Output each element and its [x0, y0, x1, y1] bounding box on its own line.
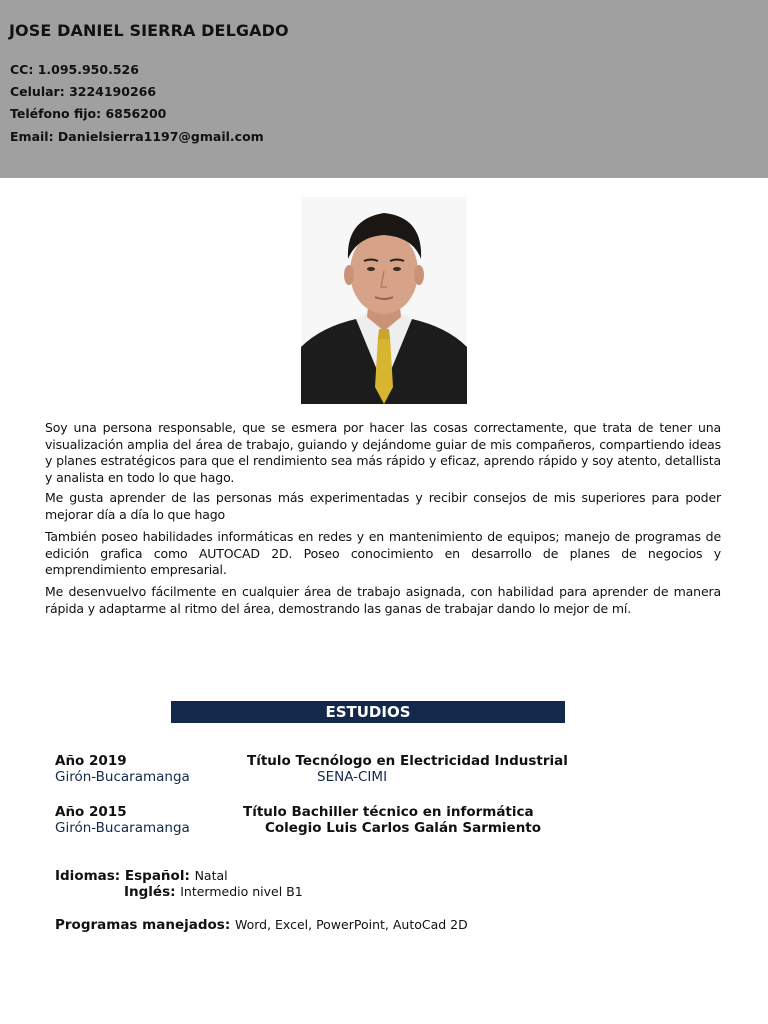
- profile-paragraph-2: Me gusta aprender de las personas más experimentadas y recibir consejos de mis superiores para poder mejorar día a día lo que hago: [45, 490, 721, 522]
- study-title-1: Título Tecnólogo en Electricidad Industrial: [247, 753, 568, 769]
- study-place-2: Girón-Bucaramanga: [55, 820, 190, 836]
- spanish-label: Español:: [124, 868, 190, 884]
- software-label: Programas manejados:: [55, 917, 231, 933]
- study-institution-2: Colegio Luis Carlos Galán Sarmiento: [265, 820, 542, 836]
- profile-paragraph-3: También poseo habilidades informáticas en redes y en mantenimiento de equipos; manejo de programas de edición grafica como AUTOCAD 2D. Poseo conocimiento en desarrollo de planes de negocios y emprendimiento empresarial.: [45, 529, 721, 577]
- landline-phone: Teléfono fijo: 6856200: [10, 106, 167, 121]
- study-year-1: Año 2019: [55, 753, 127, 769]
- software-row: [55, 917, 468, 933]
- candidate-name: JOSE DANIEL SIERRA DELGADO: [9, 21, 289, 40]
- id-number: CC: 1.095.950.526: [10, 62, 139, 77]
- spanish-value: Natal: [194, 868, 228, 883]
- study-institution-1: SENA-CIMI: [317, 769, 388, 785]
- study-title-2: Título Bachiller técnico en informática: [243, 804, 534, 820]
- english-label: Inglés:: [124, 884, 176, 900]
- study-place-1: Girón-Bucaramanga: [55, 769, 190, 785]
- email-address: Email: Danielsierra1197@gmail.com: [10, 129, 264, 144]
- languages-row: [55, 868, 228, 884]
- software-value: Word, Excel, PowerPoint, AutoCad 2D: [234, 917, 468, 932]
- study-year-2: Año 2015: [55, 804, 127, 820]
- languages-label: Idiomas:: [55, 868, 121, 884]
- profile-paragraph-4: Me desenvuelvo fácilmente en cualquier área de trabajo asignada, con habilidad para aprender de manera rápida y adaptarme al ritmo del área, demostrando las ganas de trabajar dando lo mejor de mí.: [45, 584, 721, 616]
- profile-paragraph-1: Soy una persona responsable, que se esmera por hacer las cosas correctamente, que trata de tener una visualización amplia del área de trabajo, guiando y dejándome guiar de mis compañeros, compartiendo ideas y planes estratégicos para que el rendimiento sea más rápido y eficaz, aprendo rápido y soy atento, detallista y analista en todo lo que hago.: [45, 420, 721, 485]
- profile-photo: [301, 197, 467, 404]
- cell-phone: Celular: 3224190266: [10, 84, 157, 99]
- header-bar: [0, 0, 768, 178]
- portrait-image: [301, 197, 467, 404]
- english-row: [124, 884, 303, 900]
- studies-heading: ESTUDIOS: [171, 701, 565, 723]
- english-value: Intermedio nivel B1: [180, 884, 303, 899]
